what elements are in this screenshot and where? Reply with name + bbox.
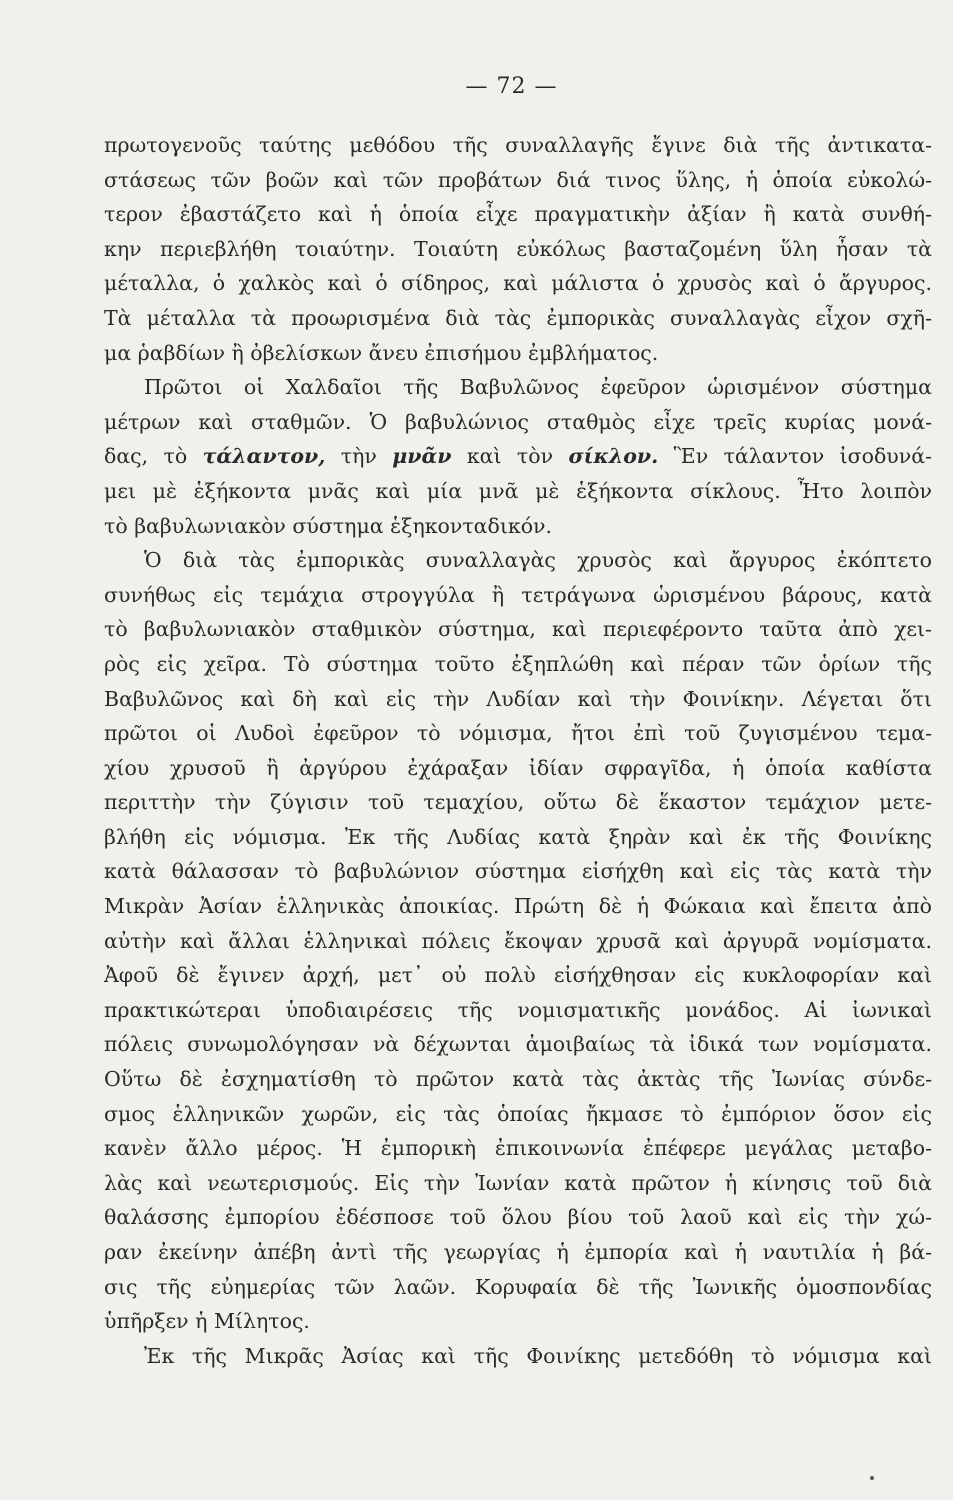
term-siklos: σίκλον. [568,444,659,469]
text-line: μα ῥαβδίων ἢ ὀβελίσκων ἄνευ ἐπισήμου ἐμβλήματος. [104,340,659,365]
text-line: σις τῆς εὐημερίας τῶν λαῶν. Κορυφαία δὲ τῆς Ἰωνικῆς ὁμοσπονδίας [104,1274,932,1299]
text-line: χίου χρυσοῦ ἢ ἀργύρου ἐχάραξαν ἰδίαν σφραγῖδα, ἡ ὁποία καθίστα [104,755,932,780]
text-line: πρακτικώτεραι ὑποδιαιρέσεις τῆς νομισματικῆς μονάδος. Αἱ ἰωνικαὶ [104,997,932,1022]
text-line: λὰς καὶ νεωτερισμούς. Εἰς τὴν Ἰωνίαν κατὰ πρῶτον ἡ κίνησις τοῦ διὰ [104,1170,932,1195]
text-line: Μικρὰν Ἀσίαν ἑλληνικὰς ἀποικίας. Πρώτη δὲ ἡ Φώκαια καὶ ἔπειτα ἀπὸ [104,894,932,919]
text-line: σμος ἑλληνικῶν χωρῶν, εἰς τὰς ὁποίας ἤκμασε τὸ ἐμπόριον ὅσον εἰς [104,1101,932,1126]
text-line: ραν ἐκείνην ἀπέβη ἀντὶ τῆς γεωργίας ἡ ἐμπορία καὶ ἡ ναυτιλία ἡ βά- [104,1240,932,1264]
print-speck [870,1476,874,1480]
text-line: στάσεως τῶν βοῶν καὶ τῶν προβάτων διά τινος ὕλης, ἡ ὁποία εὐκολώ- [104,167,932,192]
text-line: κην περιεβλήθη τοιαύτην. Τοιαύτη εὐκόλως βασταζομένη ὕλη ἦσαν τὰ [104,236,932,261]
text-line: μει μὲ ἑξήκοντα μνᾶς καὶ μία μνᾶ μὲ ἑξήκοντα σίκλους. Ἦτο λοιπὸν [104,478,932,503]
text-line: κατὰ θάλασσαν τὸ βαβυλώνιον σύστημα εἰσήχθη καὶ εἰς τὰς κατὰ τὴν [104,859,932,884]
text-line: πόλεις συνωμολόγησαν νὰ δέχωνται ἀμοιβαίως τὰ ἰδικά των νομίσματα. [104,1032,932,1057]
text-line: Οὕτω δὲ ἐσχηματίσθη τὸ πρῶτον κατὰ τὰς ἀκτὰς τῆς Ἰωνίας σύνδε- [104,1067,932,1092]
text-line-emphasis: δας, τὸ τάλαντον, τὴν μνᾶν καὶ τὸν σίκλον. Ἓν τάλαντον ἰσοδυνά- [104,444,932,469]
text-line: Πρῶτοι οἱ Χαλδαῖοι τῆς Βαβυλῶνος ἐφεῦρον ὡρισμένον σύστημα [144,375,932,400]
text-line: τὸ βαβυλωνιακὸν σύστημα ἑξηκονταδικόν. [104,513,553,538]
text-line: Ἐκ τῆς Μικρᾶς Ἀσίας καὶ τῆς Φοινίκης μετεδόθη τὸ νόμισμα καὶ [144,1343,932,1368]
text-line: πρῶτοι οἱ Λυδοὶ ἐφεῦρον τὸ νόμισμα, ἤτοι ἐπὶ τοῦ ζυγισμένου τεμα- [104,721,932,746]
text-line: συνήθως εἰς τεμάχια στρογγύλα ἢ τετράγωνα ὡρισμένου βάρους, κατὰ [104,582,932,607]
text-line: Τὰ μέταλλα τὰ προωρισμένα διὰ τὰς ἐμπορικὰς συναλλαγὰς εἶχον σχῆ- [104,305,932,330]
text-line: θαλάσσης ἐμπορίου ἐδέσποσε τοῦ ὅλου βίου τοῦ λαοῦ καὶ εἰς τὴν χώ- [104,1205,932,1230]
text-line: βλήθη εἰς νόμισμα. Ἐκ τῆς Λυδίας κατὰ ξηρὰν καὶ ἐκ τῆς Φοινίκης [104,824,932,849]
text-line: Ὁ διὰ τὰς ἐμπορικὰς συναλλαγὰς χρυσὸς καὶ ἄργυρος ἐκόπτετο [144,548,932,573]
text-line: τὸ βαβυλωνιακὸν σταθμικὸν σύστημα, καὶ περιεφέροντο ταῦτα ἀπὸ χει- [104,617,932,642]
text-line: πρωτογενοῦς ταύτης μεθόδου τῆς συναλλαγῆς ἔγινε διὰ τῆς ἀντικατα- [104,133,932,157]
term-talanton: τάλαντον, [202,444,326,469]
term-mna: μνᾶν [392,444,452,469]
text-line: Βαβυλῶνος καὶ δὴ καὶ εἰς τὴν Λυδίαν καὶ τὴν Φοινίκην. Λέγεται ὅτι [104,686,932,711]
body-text [104,128,932,1373]
text-line: μέταλλα, ὁ χαλκὸς καὶ ὁ σίδηρος, καὶ μάλιστα ὁ χρυσὸς καὶ ὁ ἄργυρος. [104,271,932,296]
text-line: περιττὴν τὴν ζύγισιν τοῦ τεμαχίου, οὕτω δὲ ἕκαστον τεμάχιον μετε- [104,790,932,815]
text-line: ρὸς εἰς χεῖρα. Τὸ σύστημα τοῦτο ἐξηπλώθη καὶ πέραν τῶν ὁρίων τῆς [104,651,932,676]
page-number: — 72 — [465,74,558,99]
text-line: κανὲν ἄλλο μέρος. Ἡ ἐμπορικὴ ἐπικοινωνία ἐπέφερε μεγάλας μεταβο- [104,1136,932,1161]
text-line: τερον ἐβαστάζετο καὶ ἡ ὁποία εἶχε πραγματικὴν ἀξίαν ἢ κατὰ συνθή- [104,202,932,227]
text-line: Ἀφοῦ δὲ ἔγινεν ἀρχή, μετ᾽ οὐ πολὺ εἰσήχθησαν εἰς κυκλοφορίαν καὶ [104,963,932,988]
text-line: ὑπῆρξεν ἡ Μίλητος. [104,1309,310,1334]
text-line: μέτρων καὶ σταθμῶν. Ὁ βαβυλώνιος σταθμὸς εἶχε τρεῖς κυρίας μονά- [104,409,932,434]
text-line: αὐτὴν καὶ ἄλλαι ἑλληνικαὶ πόλεις ἔκοψαν χρυσᾶ καὶ ἀργυρᾶ νομίσματα. [104,928,932,953]
